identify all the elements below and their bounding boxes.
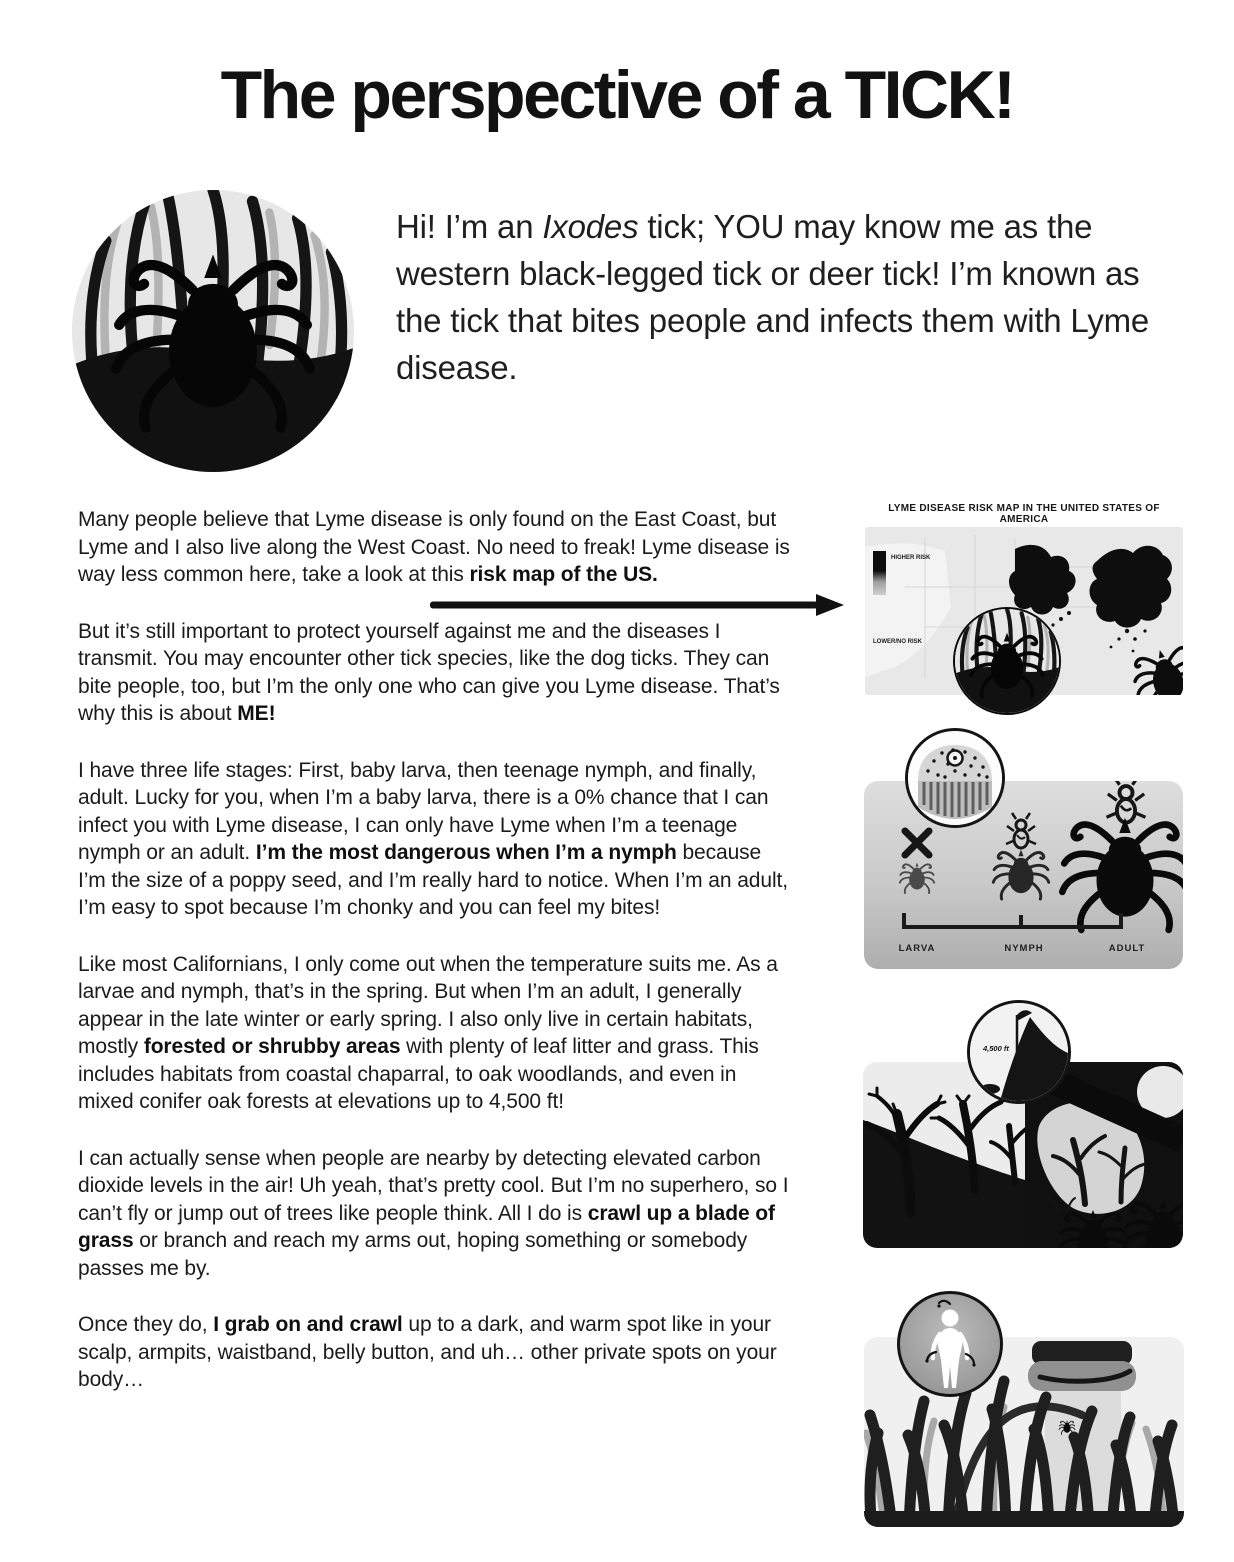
life-stages-illustration <box>864 781 1183 969</box>
p3-bold: I’m the most dangerous when I’m a nymph <box>255 841 677 864</box>
larva-tick <box>900 862 934 893</box>
legend-higher-label: HIGHER RISK <box>891 555 931 561</box>
paragraph-crawl <box>78 1311 790 1394</box>
p2-bold: ME! <box>237 702 276 725</box>
p4-text2: with plenty of leaf litter and grass. This includes habitats from coastal chaparral, to oak woodlands, and even in mixed conifer oak forests at elevations up to 4,500 ft! <box>78 1035 759 1113</box>
tick-in-grass-inset-illustration <box>955 609 1059 713</box>
germ-icon <box>1107 781 1146 823</box>
p6-text2: up to a dark, and warm spot like in your scalp, armpits, waistband, belly button, and uh… other private spots on your body… <box>78 1313 777 1391</box>
p5-text: I can actually sense when people are nearby by detecting elevated carbon dioxide levels in the air! Uh yeah, that’s pretty cool. But I’m no superhero, so I can’t fly or jump out of trees like people think. All I do is <box>78 1146 789 1225</box>
cupcake-illustration <box>908 731 1002 825</box>
hero-tick-photo <box>72 190 354 472</box>
larva-label: LARVA <box>898 943 936 954</box>
map-tick-inset <box>953 607 1061 715</box>
p3-text2: because I’m the size of a poppy seed, and I’m really hard to notice. When I’m an adult, I’m easy to spot because I’m chonky and you can feel my bites! <box>78 841 788 919</box>
nymph-tick <box>993 849 1048 899</box>
body-text-column <box>78 506 790 1394</box>
paragraph-protect <box>78 618 790 728</box>
intro-pre: Hi! I’m an <box>396 208 543 245</box>
p4-text: Like most Californians, I only come out when the temperature suits me. As a larvae and nymph, that’s in the spring. But when I’m an adult, I generally appear in the late winter or early spring. I also only live in certain habitats, mostly <box>78 952 778 1058</box>
p3-text: I have three life stages: First, baby larva, then teenage nymph, and finally, adult. Lucky for you, when I’m a baby larva, there is a 0% chance that I can infect you with Lyme disease, I can only have Lyme when I’m a teenage nymph or an adult. <box>78 758 769 864</box>
p1-bold: risk map of the US. <box>469 563 658 586</box>
paragraph-risk-map <box>78 506 790 589</box>
paragraph-habitat <box>78 951 790 1116</box>
elevation-marker-illustration <box>970 1003 1068 1101</box>
paragraph-sensing <box>78 1145 790 1283</box>
p5-text2: or branch and reach my arms out, hoping something or somebody passes me by. <box>78 1229 748 1280</box>
right-arrow-icon <box>430 593 845 617</box>
legend-lower-label: LOWER/NO RISK <box>873 639 922 645</box>
p5-bold: crawl up a blade of grass <box>78 1201 775 1252</box>
species-name: Ixodes <box>542 208 639 245</box>
body-spots-inset <box>897 1291 1003 1397</box>
poppy-seed-cupcake-inset <box>905 728 1005 828</box>
no-infection-x-icon <box>905 831 929 855</box>
risk-map-title: LYME DISEASE RISK MAP IN THE UNITED STATES OF AMERICA <box>888 503 1160 525</box>
elevation-label: 4,500 ft <box>983 1044 1009 1053</box>
intro-text <box>396 203 1158 391</box>
elevation-inset <box>967 1000 1071 1104</box>
paragraph-life-stages <box>78 757 790 922</box>
intro-post: tick; YOU may know me as the western black-legged tick or deer tick! I’m known as the tick that bites people and infects them with Lyme disease. <box>396 208 1150 386</box>
life-stages-image <box>864 781 1183 969</box>
p1-text: Many people believe that Lyme disease is only found on the East Coast, but Lyme and I also live along the West Coast. No need to freak! Lyme disease is way less common here, take a look at this <box>78 508 790 586</box>
p6-text: Once they do, <box>78 1313 214 1336</box>
p4-bold: forested or shrubby areas <box>143 1035 401 1058</box>
human-silhouette-illustration <box>900 1294 1000 1394</box>
risk-legend-bar <box>873 551 886 595</box>
stage-bracket <box>904 913 1121 927</box>
p2-text: But it’s still important to protect yourself against me and the diseases I transmit. You may encounter other tick species, like the dog ticks. They can bite people, too, but I’m the only one who can give you Lyme disease. That’s why this is about <box>78 619 780 725</box>
adult-label: ADULT <box>1108 943 1146 954</box>
page-title: The perspective of a TICK! <box>220 57 1014 133</box>
nymph-label: NYMPH <box>1004 943 1044 954</box>
tick-in-grass-illustration <box>72 190 354 472</box>
germ-icon <box>1006 813 1036 848</box>
p6-bold: I grab on and crawl <box>213 1313 403 1336</box>
